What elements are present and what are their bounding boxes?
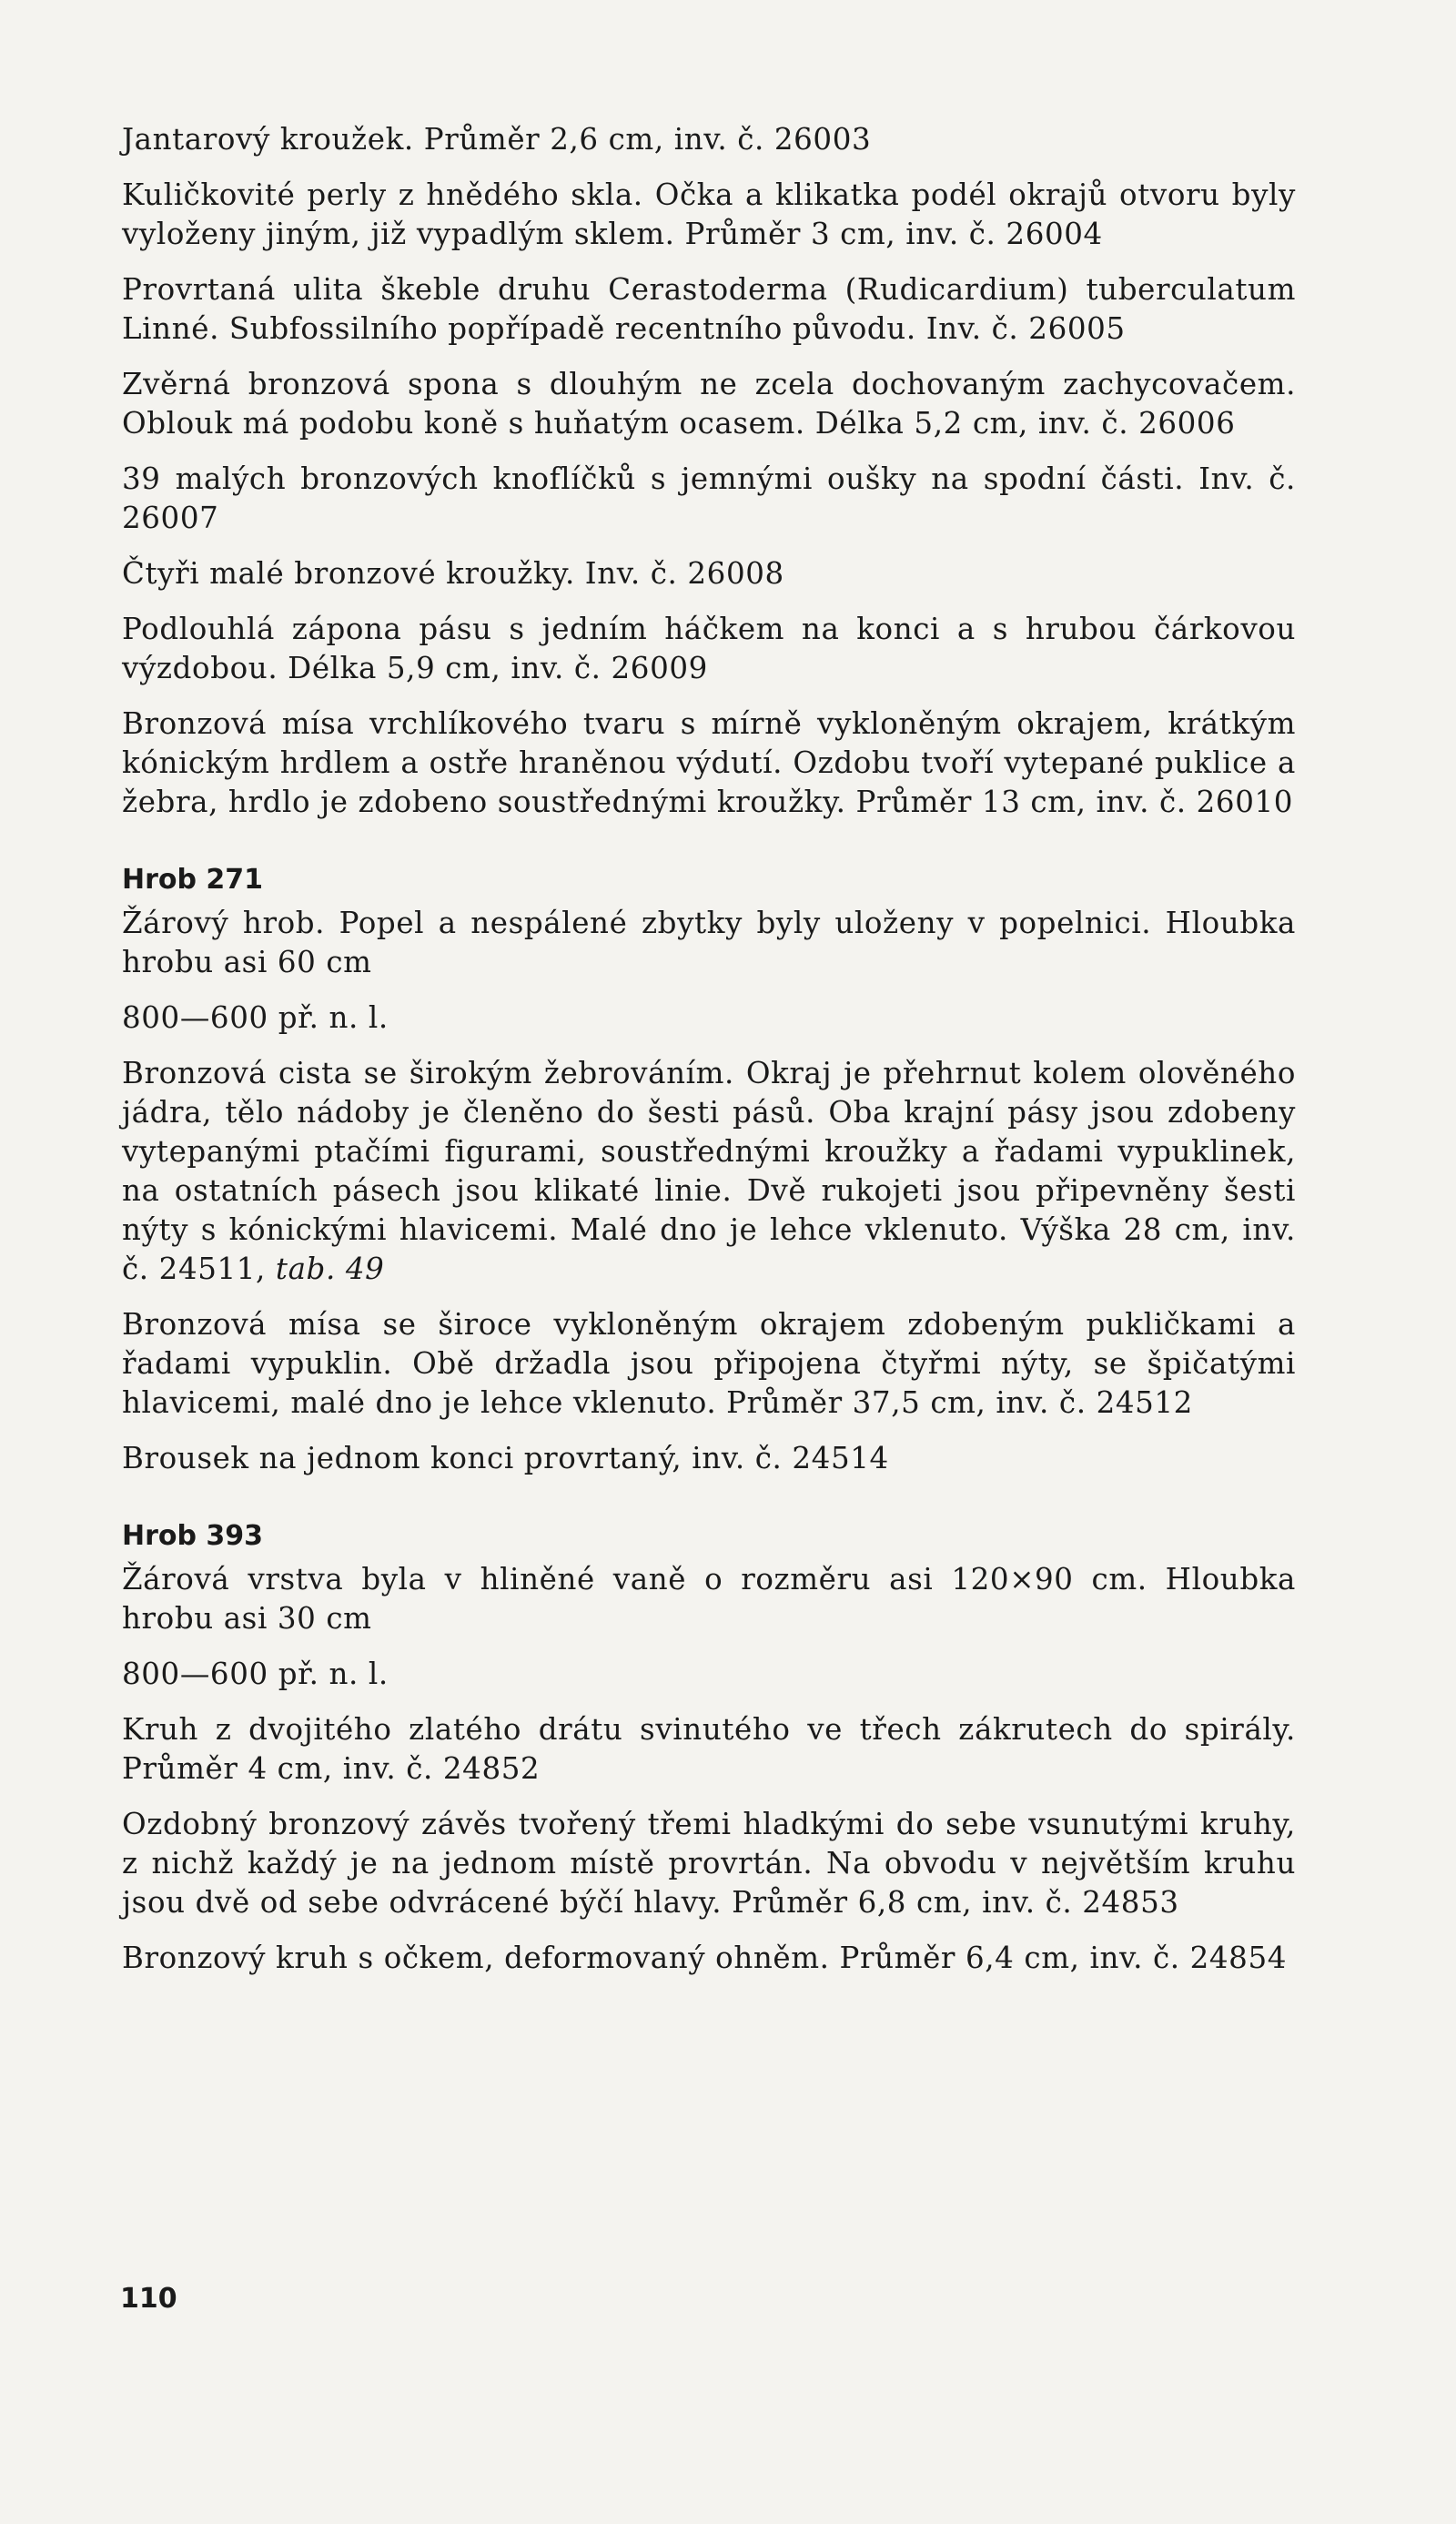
- grave-271-dating: 800—600 př. n. l.: [122, 1000, 389, 1035]
- section-grave-271: [122, 862, 1296, 1478]
- item-bronze-cista: [122, 1054, 1296, 1289]
- section-grave-393: [122, 1518, 1296, 1978]
- grave-393-dating: 800—600 př. n. l.: [122, 1657, 389, 1691]
- item-amber-ring: Jantarový kroužek. Průměr 2,6 cm, inv. č. 26003: [122, 122, 872, 157]
- item-gold-spiral: Kruh z dvojitého zlatého drátu svinutého ve třech zákrutech do spirály. Průměr 4 cm, inv. č. 24852: [122, 1712, 1296, 1786]
- item-glass-beads: Kuličkovité perly z hnědého skla. Očka a klikatka podél okrajů otvoru byly vyloženy jiným, již vypadlým sklem. Průměr 3 cm, inv. č. 26004: [122, 177, 1296, 251]
- cista-plate-ref: tab. 49: [275, 1252, 385, 1286]
- item-bronze-bowl: Bronzová mísa vrchlíkového tvaru s mírně vykloněným okrajem, krátkým kónickým hrdlem a ostře hraněnou výdutí. Ozdobu tvoří vytepané puklice a žebra, hrdlo je zdobeno soustřednými kroužky. Průměr 13 cm, inv. č. 26010: [122, 706, 1296, 819]
- grave-271-description: Žárový hrob. Popel a nespálené zbytky byly uloženy v popelnici. Hloubka hrobu asi 60 cm: [122, 906, 1296, 979]
- item-belt-clasp: Podlouhlá zápona pásu s jedním háčkem na konci a s hrubou čárkovou výzdobou. Délka 5,9 cm, inv. č. 26009: [122, 612, 1296, 685]
- page-body: [122, 120, 1296, 1994]
- item-bronze-ring-eye: Bronzový kruh s očkem, deformovaný ohněm. Průměr 6,4 cm, inv. č. 24854: [122, 1941, 1288, 1975]
- item-bronze-buttons: 39 malých bronzových knoflíčků s jemnými oušky na spodní části. Inv. č. 26007: [122, 461, 1296, 535]
- cista-text: Bronzová cista se širokým žebrováním. Okraj je přehrnut kolem olověného jádra, tělo nádoby je členěno do šesti pásů. Oba krajní pásy jsou zdobeny vytepanými ptačími figurami, soustřednými kroužky a řadami vypuklinek, na ostatních pásech jsou klikaté linie. Dvě rukojeti jsou připevněny šesti nýty s kónickými hlavicemi. Malé dno je lehce vklenuto. Výška 28 cm, inv. č. 24511,: [122, 1056, 1296, 1286]
- item-whetstone: Brousek na jednom konci provrtaný, inv. č. 24514: [122, 1441, 889, 1475]
- section-previous-grave: [122, 120, 1296, 822]
- item-shell: Provrtaná ulita škeble druhu Cerastoderma (Rudicardium) tuberculatum Linné. Subfossilního popřípadě recentního původu. Inv. č. 26005: [122, 272, 1296, 346]
- item-large-bronze-bowl: Bronzová mísa se široce vykloněným okrajem zdobeným pukličkami a řadami vypuklin. Obě držadla jsou připojena čtyřmi nýty, se špičatými hlavicemi, malé dno je lehce vklenuto. Průměr 37,5 cm, inv. č. 24512: [122, 1307, 1296, 1420]
- grave-393-heading: Hrob 393: [122, 1520, 264, 1552]
- item-bronze-rings: Čtyři malé bronzové kroužky. Inv. č. 26008: [122, 556, 784, 591]
- item-pendant: Ozdobný bronzový závěs tvořený třemi hladkými do sebe vsunutými kruhy, z nichž každý je na jednom místě provrtán. Na obvodu v největším kruhu jsou dvě od sebe odvrácené býčí hlavy. Průměr 6,8 cm, inv. č. 24853: [122, 1807, 1296, 1920]
- page-number: 110: [120, 2283, 177, 2315]
- grave-393-description: Žárová vrstva byla v hliněné vaně o rozměru asi 120×90 cm. Hloubka hrobu asi 30 cm: [122, 1562, 1296, 1636]
- grave-271-heading: Hrob 271: [122, 864, 264, 896]
- item-animal-brooch: Zvěrná bronzová spona s dlouhým ne zcela dochovaným zachycovačem. Oblouk má podobu koně s huňatým ocasem. Délka 5,2 cm, inv. č. 26006: [122, 367, 1296, 441]
